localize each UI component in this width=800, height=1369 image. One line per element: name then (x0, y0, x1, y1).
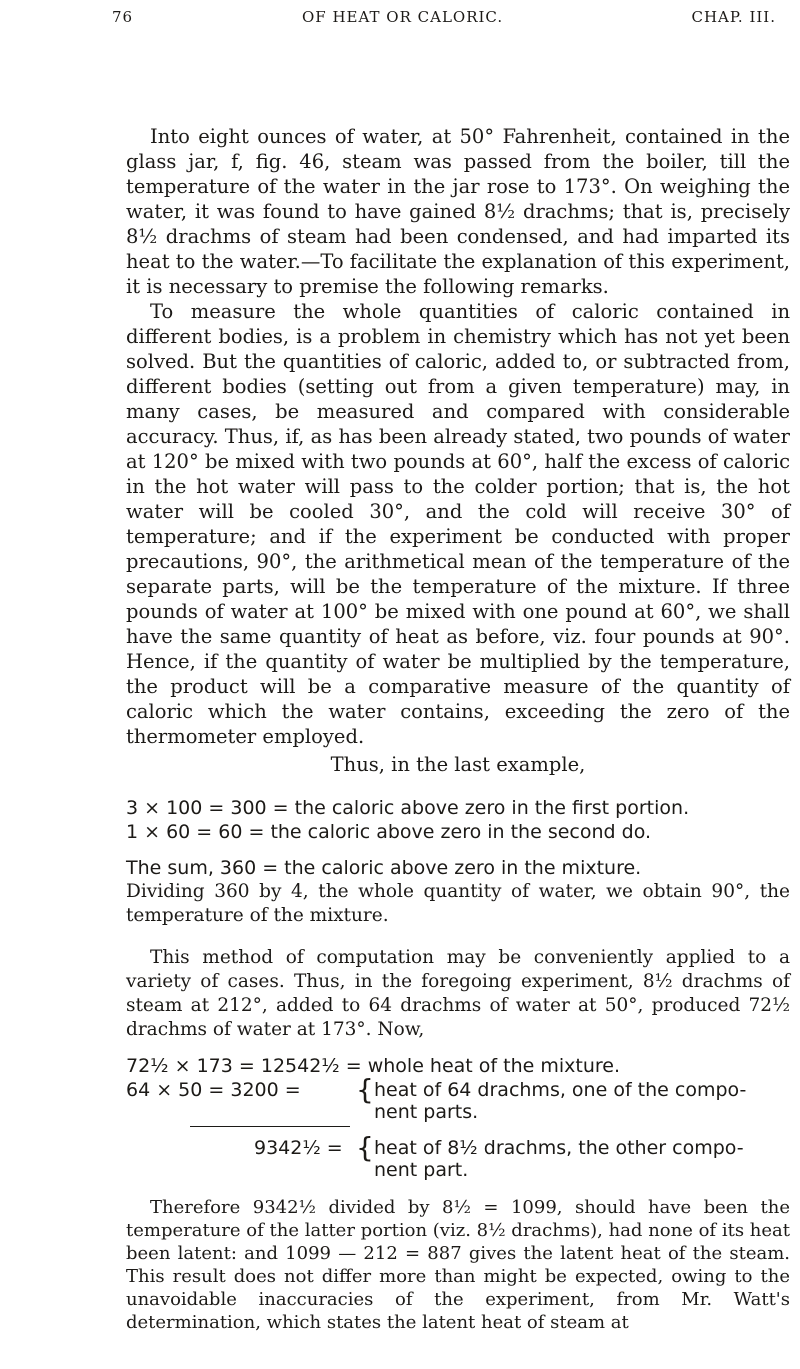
equation-line-1: 3 × 100 = 300 = the caloric above zero in the first portion. (126, 797, 690, 819)
equation-heat-64-right-a: heat of 64 drachms, one of the compo- (374, 1079, 747, 1101)
running-header (112, 8, 776, 44)
equation-heat-64-right-b: nent parts. (374, 1101, 479, 1123)
chapter-label: CHAP. III. (691, 8, 776, 26)
final-paragraph: Therefore 9342½ divided by 8½ = 1099, should have been the temperature of the latter portion (viz. 8½ drachms), had none of its heat been latent: and 1099 — 212 = 887 gives the latent heat of the steam. This result does not differ more than might be expected, owing to the unavoidable inaccuracies of the experiment, from Mr. Watt's determination, which states the latent heat of steam at (126, 1197, 790, 1333)
paragraph-caloric-measurement: To measure the whole quantities of caloric contained in different bodies, is a problem in chemistry which has not yet been solved. But the quantities of caloric, added to, or subtracted from, different bodies (setting out from a given temperature) may, in many cases, be measured and compared with considerable accuracy. Thus, if, as has been already stated, two pounds of water at 120° be mixed with two pounds at 60°, half the excess of caloric in the hot water will pass to the colder portion; that is, the hot water will be cooled 30°, and the cold will receive 30° of temperature; and if the experiment be conducted with proper precautions, 90°, the arithmetical mean of the temperature of the separate parts, will be the temperature of the mixture. If three pounds of water at 100° be mixed with one pound at 60°, we shall have the same quantity of heat as before, viz. four pounds at 90°. Hence, if the quantity of water be multiplied by the temperature, the product will be a comparative measure of the quantity of caloric which the water contains, exceeding the zero of the thermometer employed. (126, 300, 790, 748)
equation-line-2: 1 × 60 = 60 = the caloric above zero in the second do. (126, 821, 652, 843)
brace-2: { (356, 1131, 374, 1164)
method-paragraph: This method of computation may be conveniently applied to a variety of cases. Thus, in the foregoing experiment, 8½ drachms of steam at 212°, added to 64 drachms of water at 50°, produced 72½ drachms of water at 173°. Now, (126, 947, 790, 1040)
brace-1: { (356, 1073, 374, 1106)
running-title: OF HEAT OR CALORIC. (302, 8, 504, 26)
dividing-line: Dividing 360 by 4, the whole quantity of water, we obtain 90°, the temperature of the mixture. (126, 881, 790, 926)
equation-heat-steam-left: 9342½ = (254, 1137, 343, 1159)
example-intro: Thus, in the last example, (330, 753, 586, 776)
equation-whole-heat: 72½ × 173 = 12542½ = whole heat of the mixture. (126, 1055, 621, 1077)
equation-heat-64-left: 64 × 50 = 3200 = (126, 1079, 301, 1101)
subtraction-rule (190, 1126, 350, 1127)
sum-line: The sum, 360 = the caloric above zero in the mixture. (126, 857, 642, 879)
equation-heat-steam-right-b: nent part. (374, 1159, 469, 1181)
equation-heat-steam-right-a: heat of 8½ drachms, the other compo- (374, 1137, 744, 1159)
body-text-main (126, 124, 790, 749)
paragraph-experiment: Into eight ounces of water, at 50° Fahrenheit, contained in the glass jar, f, fig. 46, steam was passed from the boiler, till the temperature of the water in the jar rose to 173°. On weighing the water, it was found to have gained 8½ drachms; that is, precisely 8½ drachms of steam had been condensed, and had imparted its heat to the water.—To facilitate the explanation of this experiment, it is necessary to premise the following remarks. (126, 125, 790, 298)
page-number: 76 (112, 8, 134, 26)
